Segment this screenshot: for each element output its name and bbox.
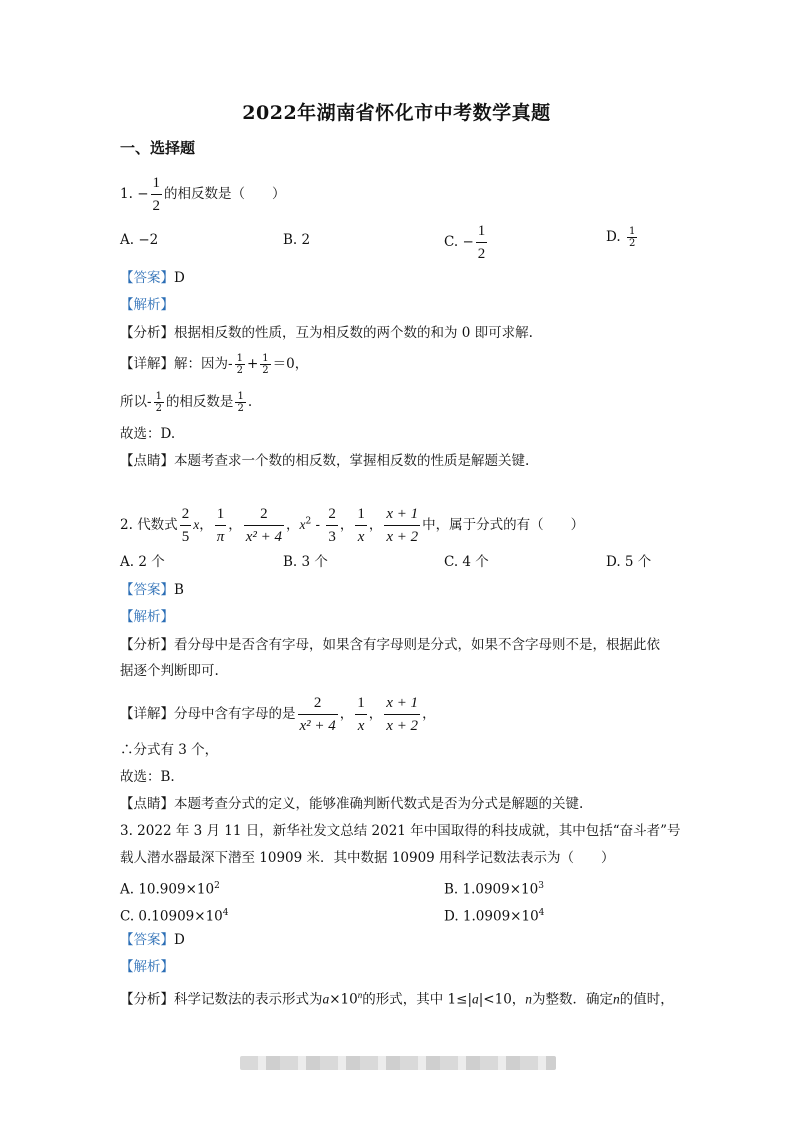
analysis-line: 【分析】看分母中是否含有字母，如果含有字母则是分式，如果不含字母则不是，根据此依 (120, 637, 660, 653)
analysis-tag: 【解析】 (120, 959, 174, 975)
option-d: D. $1.0909\times 10^4$ (444, 908, 545, 925)
fraction: $\frac{1}{2}$ (476, 220, 488, 265)
option-b: B. $1.0909\times 10^3$ (444, 881, 544, 898)
fraction: $\frac{1}{2}$ (237, 391, 244, 414)
analysis-line-2: 据逐个判断即可. (120, 663, 219, 679)
answer-line: 【答案】D (120, 932, 185, 948)
fraction: $\frac{1}{2}$ (155, 391, 162, 414)
question-1-stem: 1. − $\frac{1}{2}$ 的相反数是（ ） (120, 172, 286, 217)
fraction: $\frac{2}{\text{x² + 4}}$ (298, 692, 338, 737)
fraction: $\frac{2}{3}$ (326, 503, 338, 548)
analysis-line: 【分析】科学记数法的表示形式为$a\times 10^n$的形式，其中 1≤|a|<10，n为整数．确定n的值时， (120, 990, 674, 1008)
blurred-footer-watermark (240, 1056, 556, 1070)
analysis-tag: 【解析】 (120, 297, 174, 313)
fraction: $\frac{1}{x}$ (355, 692, 367, 737)
fraction: $\frac{2}{5}$ (180, 503, 192, 548)
comment-line: 【点睛】本题考查分式的定义，能够准确判断代数式是否为分式是解题的关键. (120, 796, 584, 812)
option-c: C. 4 个 (444, 554, 489, 570)
option-a: A. −2 (120, 232, 159, 248)
option-d: D. 5 个 (606, 554, 652, 570)
option-c: C. $0.10909\times 10^4$ (120, 908, 229, 925)
section-heading: 一、选择题 (120, 139, 196, 157)
choose-line: 故选：B. (120, 769, 175, 785)
option-b: B. 3 个 (283, 554, 328, 570)
detail-line: 【详解】解：因为- $\frac{1}{2}$ + $\frac{1}{2}$ ＝0， (120, 353, 309, 376)
question-3-line-1: 3. 2022 年 3 月 11 日，新华社发文总结 2021 年中国取得的科技成就，其中包括“奋斗者”号 (120, 823, 681, 839)
analysis-tag: 【解析】 (120, 609, 174, 625)
therefore-line: ∴分式有 3 个， (120, 742, 219, 758)
option-d: D. $\frac{1}{2}$ (606, 226, 636, 249)
fraction: $\frac{1}{2}$ (236, 353, 243, 376)
fraction: $\frac{x + 1}{x + 2}$ (384, 692, 420, 737)
fraction: $\frac{1}{2}$ (628, 226, 636, 249)
question-2-stem: 2. 代数式 $\frac{2}{5}$ x， $\frac{1}{\pi}$ ， $\frac{2}{\text{x² + 4}}$ ，$x^2$ - $\frac{2}{3}$ ， $\frac{1}{x}$ ， $\frac{x + 1}{x + 2}$ 中，属于分式的有（ ） (120, 503, 584, 548)
page-title: 2022年湖南省怀化市中考数学真题 (242, 102, 551, 124)
comment-line: 【点睛】本题考查求一个数的相反数，掌握相反数的性质是解题关键. (120, 453, 530, 469)
answer-line: 【答案】B (120, 582, 184, 598)
conclusion-line: 所以- $\frac{1}{2}$ 的相反数是 $\frac{1}{2}$ . (120, 391, 253, 414)
fraction: $\frac{x + 1}{x + 2}$ (384, 503, 420, 548)
fraction: $\frac{1}{\pi}$ (215, 503, 227, 548)
detail-line: 【详解】分母中含有字母的是 $\frac{2}{\text{x² + 4}}$ ， $\frac{1}{x}$ ， $\frac{x + 1}{x + 2}$ ， (120, 692, 436, 737)
answer-line: 【答案】D (120, 270, 185, 286)
fraction: $\frac{1}{2}$ (151, 172, 163, 217)
choose-line: 故选：D. (120, 426, 176, 442)
analysis-line: 【分析】根据相反数的性质，互为相反数的两个数的和为 0 即可求解. (120, 325, 533, 341)
option-a: A. 2 个 (120, 554, 165, 570)
fraction: $\frac{1}{2}$ (262, 353, 269, 376)
option-c: C. − $\frac{1}{2}$ (444, 220, 489, 265)
question-3-line-2: 载人潜水器最深下潜至 10909 米．其中数据 10909 用科学记数法表示为（ ） (120, 850, 615, 866)
fraction: $\frac{1}{x}$ (355, 503, 367, 548)
option-b: B. 2 (283, 232, 311, 248)
fraction: $\frac{2}{\text{x² + 4}}$ (244, 503, 284, 548)
option-a: A. $10.909\times 10^2$ (120, 881, 220, 898)
